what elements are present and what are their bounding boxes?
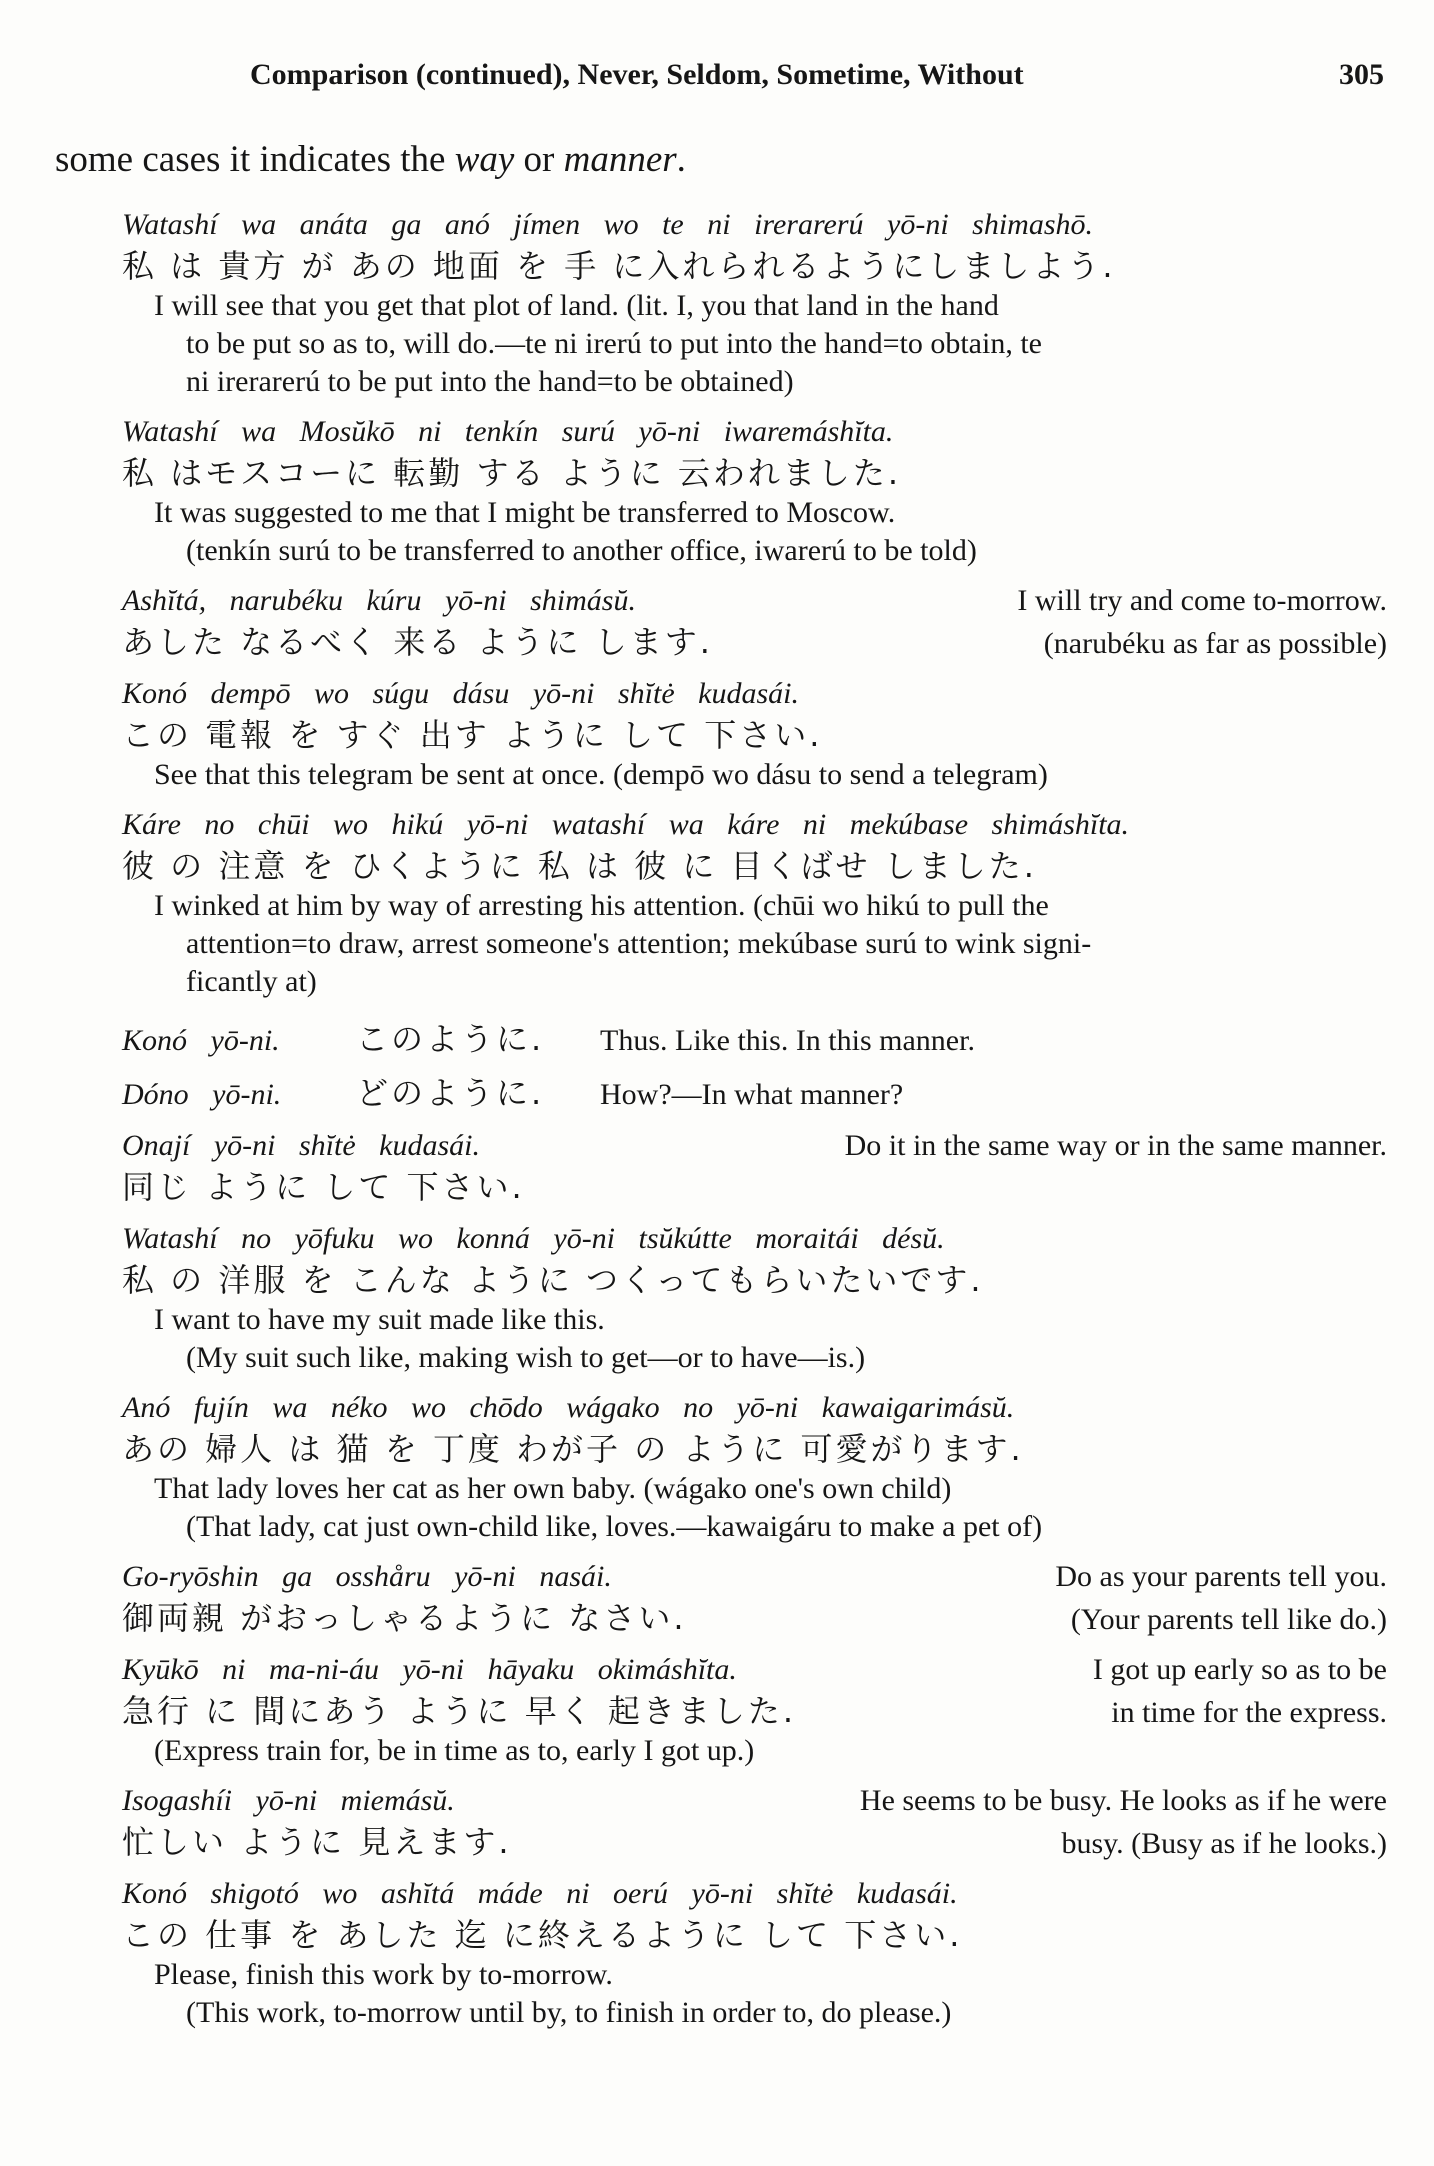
intro-line	[55, 138, 686, 181]
example-entry	[122, 1781, 1387, 1863]
romaji-row	[122, 1781, 1387, 1821]
side-translation-cont: busy. (Busy as if he looks.)	[1061, 1827, 1387, 1860]
japanese-line: 忙しい ように 見えます.	[122, 1823, 512, 1861]
japanese-line: 私 の 洋服 を こんな ように つくってもらいたいです.	[122, 1261, 984, 1299]
example-entry	[122, 205, 1387, 401]
romaji-line: Konó yō-ni.	[122, 1024, 280, 1057]
japanese-row	[122, 1690, 1387, 1732]
translation-line: Please, finish this work by to-morrow.	[154, 1958, 613, 1991]
example-entry	[122, 1388, 1387, 1546]
translation-line: ficantly at)	[186, 965, 317, 998]
header-title: Comparison (continued), Never, Seldom, Sometime, Without	[250, 58, 1024, 91]
romaji-row	[122, 581, 1387, 621]
translation-line: (Express train for, be in time as to, early I got up.)	[154, 1734, 755, 1767]
example-entry	[122, 1219, 1387, 1377]
example-entry	[122, 1072, 1387, 1115]
romaji-line: Dóno yō-ni.	[122, 1078, 282, 1111]
japanese-line: この 仕事 を あした 迄 に終えるように して 下さい.	[122, 1916, 963, 1954]
side-note: (Your parents tell like do.)	[1070, 1603, 1387, 1636]
running-header	[0, 58, 1434, 98]
translation-line: (This work, to-morrow until by, to finish in order to, do please.)	[186, 1996, 952, 2029]
side-translation: How?—In what manner?	[600, 1078, 904, 1111]
translation	[122, 887, 1387, 1001]
translation	[122, 287, 1387, 401]
romaji-line: Onají yō-ni shĭtė kudasái.	[122, 1129, 480, 1162]
intro-emphasis-manner: manner	[563, 139, 677, 180]
intro-emphasis-way: way	[454, 139, 515, 180]
translation-line: (tenkín surú to be transferred to another office, iwarerú to be told)	[186, 534, 977, 567]
translation-line: (That lady, cat just own-child like, loves.—kawaigáru to make a pet of)	[186, 1510, 1043, 1543]
japanese-row	[122, 621, 1387, 663]
japanese-line: あの 婦人 は 猫 を 丁度 わが子 の ように 可愛がります.	[122, 1430, 1024, 1468]
romaji-row	[122, 1557, 1387, 1597]
romaji-line: Watashí wa Mosŭkō ni tenkín surú yō-ni iwaremáshĭta.	[122, 415, 894, 448]
side-translation-cont: in time for the express.	[1111, 1696, 1387, 1729]
romaji-line: Go-ryōshin ga osshåru yō-ni nasái.	[122, 1560, 612, 1593]
japanese-line: 同じ ように して 下さい.	[122, 1168, 525, 1206]
japanese-line: どのように.	[356, 1074, 545, 1112]
romaji-row	[122, 1126, 1387, 1166]
translation-line: I winked at him by way of arresting his attention. (chūi wo hikú to pull the	[154, 889, 1049, 922]
intro-text: .	[676, 139, 686, 180]
japanese-row	[122, 1821, 1387, 1863]
side-translation: He seems to be busy. He looks as if he were	[859, 1784, 1387, 1817]
translation-line: I will see that you get that plot of land. (lit. I, you that land in the hand	[154, 289, 999, 322]
translation-line: It was suggested to me that I might be transferred to Moscow.	[154, 496, 896, 529]
intro-text: or	[514, 139, 564, 180]
japanese-line: このように.	[356, 1020, 545, 1058]
intro-text: some cases it indicates the	[55, 139, 455, 180]
translation-line: to be put so as to, will do.—te ni irerú to put into the hand=to obtain, te	[186, 327, 1042, 360]
japanese-line: 彼 の 注意 を ひくように 私 は 彼 に 目くばせ しました.	[122, 847, 1037, 885]
romaji-line: Ashĭtá, narubéku kúru yō-ni shimásŭ.	[122, 584, 636, 617]
japanese-line: 御両親 がおっしゃるように なさい.	[122, 1599, 687, 1637]
translation-line: I want to have my suit made like this.	[154, 1303, 605, 1336]
example-entry	[122, 1018, 1387, 1061]
side-translation: Thus. Like this. In this manner.	[600, 1024, 975, 1057]
romaji-line: Isogashíi yō-ni miemásŭ.	[122, 1784, 455, 1817]
romaji-row	[122, 1650, 1387, 1690]
romaji-line: Kyūkō ni ma-ni-áu yō-ni hāyaku okimáshĭta.	[122, 1653, 737, 1686]
example-entry	[122, 805, 1387, 1001]
example-entry	[122, 1557, 1387, 1639]
example-list	[122, 205, 1387, 2043]
example-entry	[122, 1874, 1387, 2032]
translation-line: See that this telegram be sent at once. (dempō wo dásu to send a telegram)	[154, 758, 1048, 791]
example-entry	[122, 1126, 1387, 1208]
example-entry	[122, 412, 1387, 570]
translation-line: ni irerarerú to be put into the hand=to be obtained)	[186, 365, 794, 398]
side-note: (narubéku as far as possible)	[1043, 627, 1387, 660]
translation-line: (My suit such like, making wish to get—or to have—is.)	[186, 1341, 866, 1374]
side-translation: I got up early so as to be	[1092, 1653, 1387, 1686]
romaji-line: Konó shigotó wo ashĭtá máde ni oerú yō-ni shĭtė kudasái.	[122, 1877, 958, 1910]
romaji-line: Watashí no yōfuku wo konná yō-ni tsŭkútte moraitái désŭ.	[122, 1222, 945, 1255]
side-translation: Do as your parents tell you.	[1055, 1560, 1387, 1593]
translation-line: That lady loves her cat as her own baby. (wágako one's own child)	[154, 1472, 952, 1505]
japanese-row	[122, 1597, 1387, 1639]
example-entry	[122, 581, 1387, 663]
japanese-line: 私 は 貴方 が あの 地面 を 手 に入れられるようにしましよう.	[122, 247, 1116, 285]
japanese-line: あした なるべく 来る ように します.	[122, 623, 713, 661]
romaji-line: Anó fujín wa néko wo chōdo wágako no yō-ni kawaigarimásŭ.	[122, 1391, 1015, 1424]
translation-line: attention=to draw, arrest someone's attention; mekúbase surú to wink signi-	[186, 927, 1092, 960]
romaji-line: Konó dempō wo súgu dásu yō-ni shĭtė kudasái.	[122, 677, 799, 710]
side-translation: I will try and come to-morrow.	[1017, 584, 1387, 617]
japanese-line: 急行 に 間にあう ように 早く 起きました.	[122, 1692, 797, 1730]
example-entry	[122, 1650, 1387, 1770]
japanese-line: 私 はモスコーに 転勤 する ように 云われました.	[122, 454, 902, 492]
romaji-line: Káre no chūi wo hikú yō-ni watashí wa káre ni mekúbase shimáshĭta.	[122, 808, 1130, 841]
japanese-line: この 電報 を すぐ 出す ように して 下さい.	[122, 716, 823, 754]
translation	[122, 494, 1387, 570]
romaji-line: Watashí wa anáta ga anó jímen wo te ni irerarerú yō-ni shimashō.	[122, 208, 1093, 241]
side-translation: Do it in the same way or in the same manner.	[844, 1129, 1387, 1162]
page-number: 305	[1339, 58, 1384, 91]
example-entry	[122, 674, 1387, 794]
